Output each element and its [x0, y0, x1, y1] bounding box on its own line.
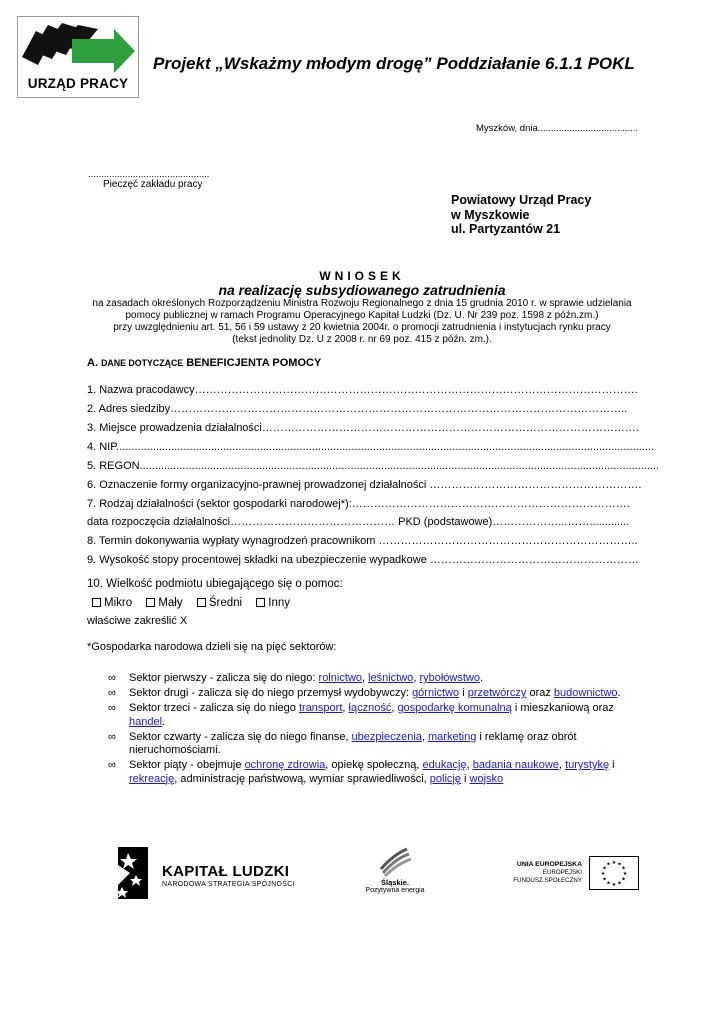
project-header-title: Projekt „Wskażmy młodym drogę” Poddziałanie 6.1.1 POKL — [153, 54, 635, 73]
sectors-intro: *Gospodarka narodowa dzieli się na pięć sektorów: — [87, 641, 337, 653]
field-employer-name[interactable]: 1. Nazwa pracodawcy…………………………………………………………………………………………………………. — [87, 384, 638, 396]
sector-text: Sektor piąty - obejmuje — [129, 759, 245, 771]
stamp-dotted-line: .............................................. — [88, 169, 210, 180]
link-gornictwo[interactable]: górnictwo — [412, 687, 460, 699]
urzad-pracy-logo — [17, 16, 139, 98]
section-a-prefix: A. — [87, 357, 102, 369]
field-address[interactable]: 2. Adres siedziby…………………………………………………………………………………………………………….. — [87, 403, 628, 415]
size-option-inny[interactable] — [256, 597, 290, 609]
link-ochrona-zdrowia[interactable]: ochronę zdrowia — [244, 759, 326, 771]
sector-item-3 — [108, 702, 648, 729]
sector-text: Sektor drugi - zalicza się do niego przemysł wydobywczy: — [129, 687, 413, 699]
infinity-bullet-icon: ∞ — [108, 702, 116, 714]
sector-item-2 — [108, 687, 648, 701]
field-salary-payment-date[interactable]: 8. Termin dokonywania wypłaty wynagrodzeń pracownikom …………………………………………………………….. — [87, 535, 638, 547]
link-transport[interactable]: transport — [298, 702, 343, 714]
size-option-label: Średni — [208, 597, 243, 609]
sector-text: i — [609, 759, 615, 771]
sector-text: i mieszkaniową oraz — [511, 702, 614, 714]
recipient-line-2: w Myszkowie — [451, 207, 530, 222]
kapital-ludzki-emblem-icon — [112, 845, 152, 901]
size-option-label: Mały — [158, 597, 183, 609]
field-nip[interactable]: 4. NIP................................................................................................................................................................................ — [87, 441, 655, 453]
sector-text: oraz — [526, 687, 554, 699]
slaskie-slogan: Pozytywna energia — [365, 887, 425, 894]
sector-text: , — [421, 730, 429, 743]
field-legal-form[interactable]: 6. Oznaczenie formy organizacyjno-prawnej prowadzonej działalności …………………………………………………. — [87, 479, 642, 491]
document-title: WNIOSEK — [319, 269, 405, 283]
link-badania-naukowe[interactable]: badania naukowe — [472, 759, 559, 771]
svg-text:★: ★ — [617, 880, 622, 887]
svg-text:★: ★ — [617, 861, 622, 868]
sector-text: , — [342, 702, 349, 714]
legal-basis-line-3: przy uwzględnieniu art. 51, 56 i 59 ustawy z 20 kwietnia 2004r. o promocji zatrudnienia i instytucjach rynku pracy — [113, 322, 611, 333]
sector-text: , — [413, 672, 420, 684]
sector-text: , — [466, 759, 473, 771]
legal-basis-line-2: pomocy publicznej w ramach Programu Operacyjnego Kapitał Ludzki (Dz. U. Nr 239 poz. 1598 z późn.zm.) — [125, 310, 599, 321]
section-a-heading — [87, 357, 321, 369]
sector-text: , administrację państwową, wymiar sprawiedliwości, — [174, 772, 430, 785]
link-wojsko[interactable]: wojsko — [469, 772, 504, 785]
stamp-label: Pieczęć zakładu pracy — [103, 179, 203, 190]
legal-basis-line-1: na zasadach określonych Rozporządzeniu Ministra Rozwoju Regionalnego z dnia 15 grudnia 2010 r. w sprawie udzielania — [92, 298, 632, 309]
link-policja[interactable]: policję — [429, 772, 461, 785]
size-option-sredni[interactable] — [197, 597, 242, 609]
infinity-bullet-icon: ∞ — [108, 687, 116, 699]
link-przetworczy[interactable]: przetwórczy — [467, 687, 527, 699]
link-marketing[interactable]: marketing — [428, 730, 477, 743]
eu-stars-icon — [590, 857, 638, 889]
link-rybolowstwo[interactable]: rybołówstwo — [419, 672, 480, 684]
legal-basis — [70, 298, 654, 346]
sector-text: i — [459, 687, 468, 699]
field-regon[interactable]: 5. REGON.......................................................................................................................................................................... — [87, 460, 660, 472]
link-ubezpieczenia[interactable]: ubezpieczenia — [351, 730, 422, 743]
kapital-ludzki-title: KAPITAŁ LUDZKI — [162, 863, 290, 880]
eu-fund-text — [500, 861, 582, 885]
link-turystyka[interactable]: turystykę — [565, 759, 610, 771]
size-option-maly[interactable] — [146, 597, 182, 609]
link-edukacja[interactable]: edukację — [422, 759, 467, 771]
sector-text: i reklamę oraz obrót nieruchomościami. — [129, 730, 577, 756]
slaskie-name: Śląskie. — [381, 878, 409, 887]
sector-text: , — [391, 702, 398, 714]
svg-text:★: ★ — [606, 880, 611, 887]
field-accident-insurance-rate[interactable]: 9. Wysokość stopy procentowej składki na ubezpieczenie wypadkowe ………………………………………………… — [87, 554, 639, 566]
link-handel[interactable]: handel — [129, 715, 163, 728]
svg-text:★: ★ — [621, 865, 626, 872]
company-size-options — [92, 597, 301, 609]
field-business-type[interactable]: 7. Rodzaj działalności (sektor gospodarki narodowej*):…………………………………………………………………. — [87, 498, 630, 510]
sector-text: . — [162, 715, 166, 728]
infinity-bullet-icon: ∞ — [108, 672, 116, 684]
svg-text:★: ★ — [611, 860, 617, 866]
recipient-address — [451, 193, 591, 237]
link-rolnictwo[interactable]: rolnictwo — [318, 672, 362, 684]
slaskie-wave-icon — [375, 845, 415, 877]
checkbox-inny[interactable] — [256, 598, 265, 607]
urzad-pracy-logo-text: URZĄD PRACY — [27, 76, 129, 91]
sector-text: Sektor pierwszy - zalicza się do niego: — [129, 672, 319, 684]
size-option-mikro[interactable] — [92, 597, 132, 609]
urzad-pracy-logo-graphic — [18, 17, 138, 79]
sector-text: Sektor trzeci - zalicza się do niego — [129, 702, 299, 714]
size-option-label: Inny — [268, 597, 291, 609]
size-instruction-note: właściwe zakreślić X — [87, 615, 188, 627]
checkbox-maly[interactable] — [146, 598, 155, 607]
link-rekreacja[interactable]: rekreację — [129, 772, 175, 785]
recipient-line-1: Powiatowy Urząd Pracy — [451, 193, 592, 207]
sector-item-5 — [108, 759, 648, 786]
eu-line-2: EUROPEJSKI — [542, 869, 582, 876]
link-budownictwo[interactable]: budownictwo — [553, 687, 618, 699]
link-gospodarka-komunalna[interactable]: gospodarkę komunalną — [397, 702, 512, 714]
kapital-ludzki-logo — [112, 845, 302, 901]
link-lesnictwo[interactable]: leśnictwo — [368, 672, 414, 684]
svg-text:★: ★ — [600, 871, 606, 877]
kapital-ludzki-subtitle: NARODOWA STRATEGIA SPÓJNOŚCI — [162, 881, 295, 888]
eu-line-1: UNIA EUROPEJSKA — [516, 861, 582, 868]
svg-text:★: ★ — [611, 882, 617, 888]
size-option-label: Mikro — [104, 597, 133, 609]
eu-flag-icon — [589, 856, 639, 890]
infinity-bullet-icon: ∞ — [108, 730, 116, 743]
document-subtitle: na realizację subsydiowanego zatrudnienia — [218, 282, 506, 298]
eu-line-3: FUNDUSZ SPOŁECZNY — [513, 877, 582, 884]
sector-list — [108, 672, 648, 788]
sector-text: Sektor czwarty - zalicza się do niego finanse, — [129, 730, 352, 743]
sector-item-4 — [108, 731, 648, 758]
sector-text: , — [558, 759, 566, 771]
infinity-bullet-icon: ∞ — [108, 759, 116, 771]
place-date-line: Myszków, dnia...................................... — [476, 123, 639, 134]
sector-text: . — [479, 672, 484, 684]
field-business-location[interactable]: 3. Miejsce prowadzenia działalności…………………………………………………………………………………………. — [87, 422, 639, 434]
field-start-date-pkd[interactable]: data rozpoczęcia działalności……………………………………… PKD (podstawowe)………………...……............. — [87, 516, 630, 528]
sector-text: , — [361, 672, 369, 684]
sector-item-1 — [108, 672, 648, 686]
sector-text: . — [617, 687, 621, 699]
legal-basis-line-4: (tekst jednolity Dz. U z 2008 r. nr 69 poz. 415 z późn. zm.). — [232, 334, 492, 345]
svg-text:★: ★ — [602, 865, 607, 872]
link-lacznosc[interactable]: łączność — [348, 702, 392, 714]
section-a-smallcaps: DANE DOTYCZĄCE — [101, 358, 184, 368]
checkbox-sredni[interactable] — [197, 598, 206, 607]
company-size-question: 10. Wielkość podmiotu ubiegającego się o pomoc: — [87, 578, 343, 590]
recipient-line-3: ul. Partyzantów 21 — [451, 222, 561, 236]
sector-text: i — [460, 772, 470, 785]
svg-text:★: ★ — [606, 861, 611, 868]
slaskie-logo — [355, 845, 435, 901]
sector-text: , opiekę społeczną, — [325, 759, 423, 771]
svg-text:★: ★ — [622, 871, 628, 877]
svg-text:★: ★ — [621, 876, 626, 883]
checkbox-mikro[interactable] — [92, 598, 101, 607]
svg-text:★: ★ — [602, 876, 607, 883]
section-a-rest: BENEFICJENTA POMOCY — [183, 357, 322, 369]
